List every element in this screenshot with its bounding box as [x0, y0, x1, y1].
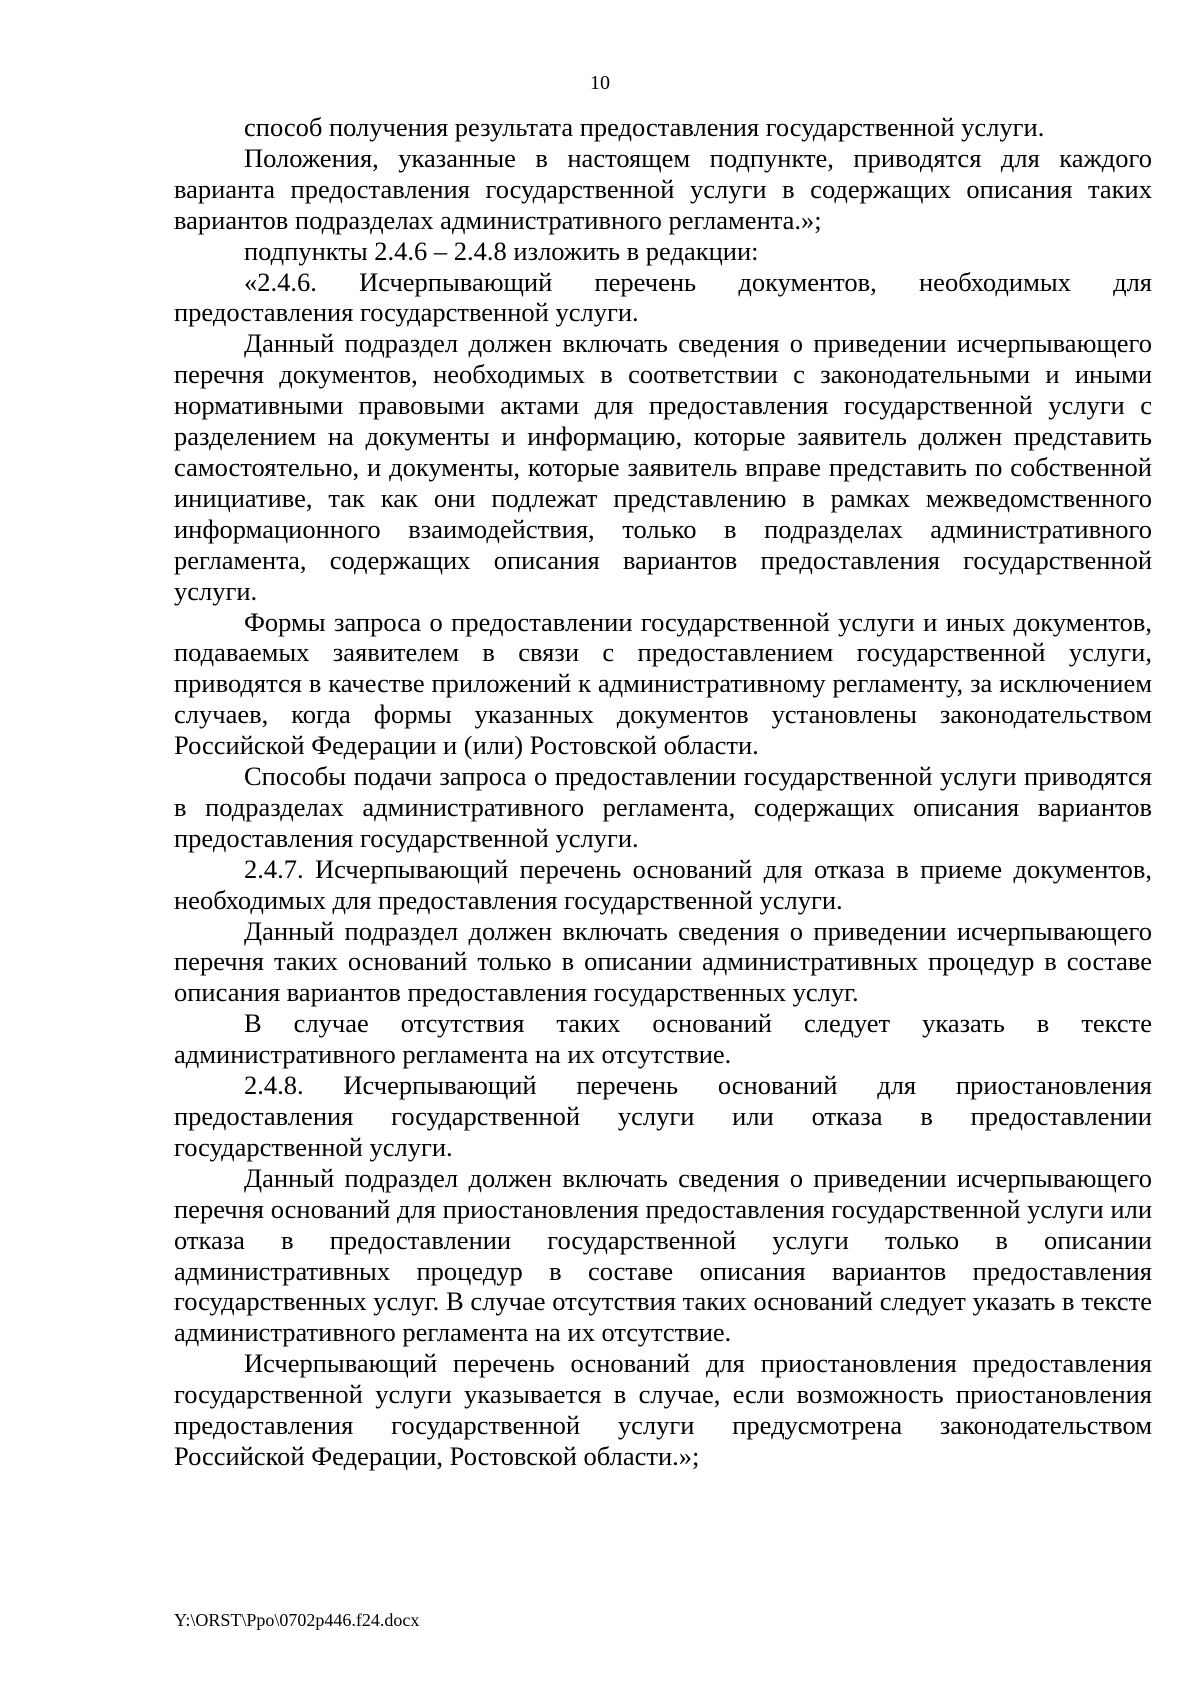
page-number: 10	[590, 72, 610, 94]
paragraph: подпункты 2.4.6 – 2.4.8 изложить в редакции:	[244, 235, 759, 266]
paragraph: Способы подачи запроса о предоставлении государственной услуги приводятся в подразделах административного регламента, содержащих описания вариантов предоставления государственной услуги.	[174, 761, 1152, 853]
paragraph: Положения, указанные в настоящем подпункте, приводятся для каждого варианта предоставления государственной услуги в содержащих описания таких вариантов подразделах административного регламента.»;	[174, 142, 1152, 235]
paragraph: В случае отсутствия таких оснований следует указать в тексте административного регламента на их отсутствие.	[174, 1008, 1152, 1070]
paragraph: Данный подраздел должен включать сведения о приведении исчерпывающего перечня таких оснований только в описании административных процедур в составе описания вариантов предоставления государственных услуг.	[174, 915, 1152, 1008]
paragraph: Данный подраздел должен включать сведения о приведении исчерпывающего перечня оснований для приостановления предоставления государственной услуги или отказа в предоставлении государственной услуги только в описании административных процедур в составе описания вариантов предоставления государственных услуг. В случае отсутствия таких оснований следует указать в тексте административного регламента на их отсутствие.	[174, 1162, 1152, 1348]
document-body	[174, 112, 1152, 1472]
footer-file-path: Y:\ORST\Ppo\0702p446.f24.docx	[174, 1610, 420, 1630]
paragraph: Исчерпывающий перечень оснований для приостановления предоставления государственной услуги указывается в случае, если возможность приостановления предоставления государственной услуги предусмотрена законодательством Российской Федерации, Ростовской области.»;	[174, 1348, 1152, 1471]
paragraph: 2.4.8. Исчерпывающий перечень оснований для приостановления предоставления государственной услуги или отказа в предоставлении государственной услуги.	[174, 1070, 1152, 1162]
paragraph: Формы запроса о предоставлении государственной услуги и иных документов, подаваемых заявителем в связи с предоставлением государственной услуги, приводятся в качестве приложений к административному регламенту, за исключением случаев, когда формы указанных документов установлены законодательством Российской Федерации и (или) Ростовской области.	[174, 606, 1152, 761]
paragraph: «2.4.6. Исчерпывающий перечень документов, необходимых для предоставления государственной услуги.	[174, 266, 1152, 328]
paragraph: способ получения результата предоставления государственной услуги.	[244, 112, 1045, 142]
paragraph: Данный подраздел должен включать сведения о приведении исчерпывающего перечня документов, необходимых в соответствии с законодательными и иными нормативными правовыми актами для предоставления государственной услуги с разделением на документы и информацию, которые заявитель должен представить самостоятельно, и документы, которые заявитель вправе представить по собственной инициативе, так как они подлежат представлению в рамках межведомственного информационного взаимодействия, только в подразделах административного регламента, содержащих описания вариантов предоставления государственной услуги.	[174, 328, 1152, 606]
paragraph: 2.4.7. Исчерпывающий перечень оснований для отказа в приеме документов, необходимых для предоставления государственной услуги.	[174, 853, 1152, 915]
